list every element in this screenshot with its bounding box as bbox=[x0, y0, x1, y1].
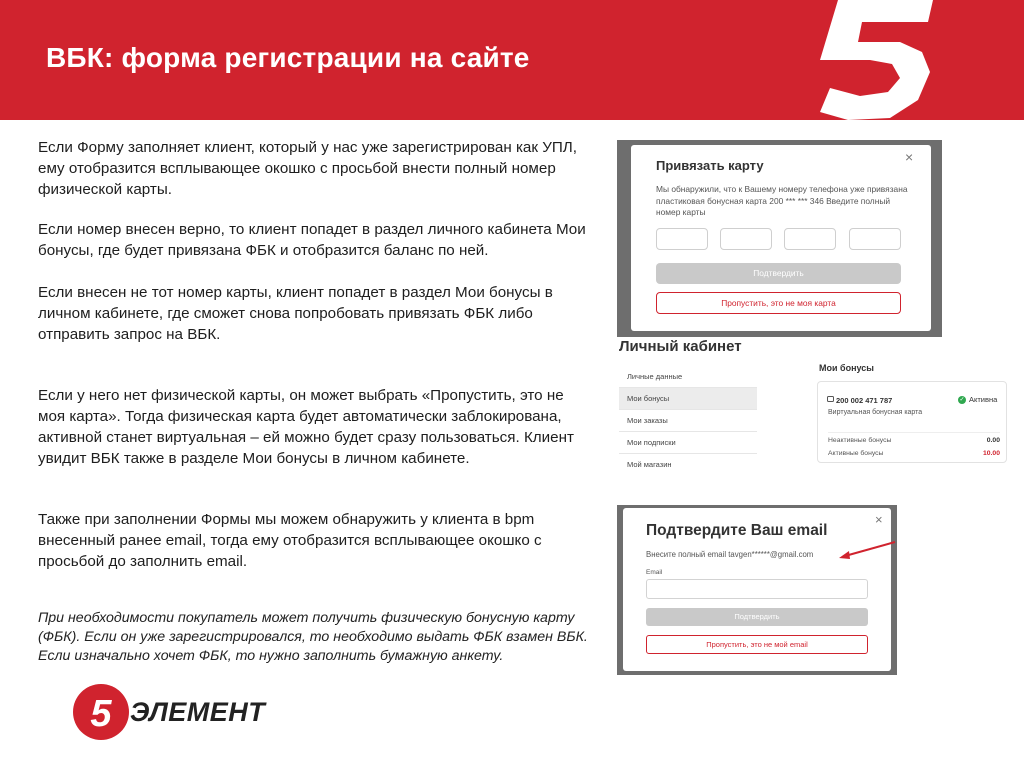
footer-logo bbox=[72, 683, 272, 743]
sidebar-item-personal-data[interactable]: Личные данные bbox=[619, 366, 757, 388]
logo-digit: 5 bbox=[90, 693, 112, 735]
status-text: Активна bbox=[969, 395, 998, 404]
sidebar-item-my-store[interactable]: Мой магазин bbox=[619, 454, 757, 473]
inactive-bonuses-row bbox=[828, 437, 1000, 444]
active-bonuses-value: 10.00 bbox=[982, 450, 1000, 457]
header-banner bbox=[0, 0, 1024, 120]
status-badge bbox=[958, 395, 997, 404]
confirm-email-description: Внесите полный email tavgen******@gmail.com bbox=[646, 550, 814, 559]
bind-card-description: Мы обнаружили, что к Вашему номеру телефона уже привязана пластиковая бонусная карта 200 *** *** 346 Введите полный номер карты bbox=[656, 184, 908, 217]
inactive-bonuses-label: Неактивные бонусы bbox=[828, 437, 892, 444]
bonuses-section-title: Мои бонусы bbox=[819, 363, 874, 373]
bind-card-modal bbox=[631, 145, 931, 331]
footer-logo-text: ЭЛЕМЕНТ bbox=[130, 697, 266, 727]
personal-cabinet-screenshot bbox=[617, 338, 1012, 473]
card-digits-input-4[interactable] bbox=[849, 228, 901, 250]
email-field[interactable] bbox=[646, 579, 868, 599]
page-title: ВБК: форма регистрации на сайте bbox=[46, 42, 530, 73]
bind-card-screenshot bbox=[617, 140, 942, 337]
red-arrow-icon bbox=[835, 540, 897, 562]
sidebar-item-my-orders[interactable]: Мои заказы bbox=[619, 410, 757, 432]
email-field-label: Email bbox=[646, 569, 663, 576]
sidebar-item-my-bonuses[interactable]: Мои бонусы bbox=[619, 388, 757, 410]
active-bonuses-row bbox=[828, 450, 1000, 457]
cabinet-sidebar bbox=[619, 366, 757, 473]
skip-not-my-email-button[interactable]: Пропустить, это не мой email bbox=[646, 635, 868, 654]
card-digits-input-3[interactable] bbox=[784, 228, 836, 250]
bonus-card bbox=[817, 381, 1007, 463]
paragraph-correct-number: Если номер внесен верно, то клиент попадет в раздел личного кабинета Мои бонусы, где будет привязана ФБК и отобразится баланс по ней. bbox=[38, 221, 586, 259]
cabinet-title: Личный кабинет bbox=[619, 338, 742, 355]
skip-not-my-card-button[interactable]: Пропустить, это не моя карта bbox=[656, 292, 901, 314]
five-logo-icon bbox=[800, 0, 950, 120]
active-bonuses-label: Активные бонусы bbox=[828, 450, 884, 457]
paragraph-no-physical-card: Если у него нет физической карты, он может выбрать «Пропустить, это не моя карта». Тогда физическая карта будет автоматически заблокирована, активной станет виртуальная – ей можно будет сразу пользоваться. Клиент увидит ВБК также в разделе Мои бонусы в личном кабинете. bbox=[38, 387, 574, 467]
close-icon[interactable]: × bbox=[875, 512, 883, 527]
card-type: Виртуальная бонусная карта bbox=[828, 409, 923, 416]
confirm-email-title: Подтвердите Ваш email bbox=[646, 522, 828, 539]
check-icon: ✓ bbox=[959, 397, 965, 404]
card-divider bbox=[828, 432, 1000, 433]
confirm-email-modal bbox=[623, 508, 891, 671]
sidebar-item-my-subscriptions[interactable]: Мои подписки bbox=[619, 432, 757, 454]
card-digits-input-1[interactable] bbox=[656, 228, 708, 250]
inactive-bonuses-value: 0.00 bbox=[986, 437, 1000, 444]
paragraph-registered-client: Если Форму заполняет клиент, который у нас уже зарегистрирован как УПЛ, ему отобразится всплывающее окошко с просьбой внести полный номер физической карты. bbox=[38, 139, 577, 198]
confirm-button[interactable]: Подтвердить bbox=[656, 263, 901, 284]
card-number: 200 002 471 787 bbox=[836, 396, 893, 405]
card-icon bbox=[827, 396, 834, 402]
bind-card-title: Привязать карту bbox=[656, 158, 764, 173]
confirm-email-screenshot bbox=[617, 505, 897, 675]
paragraph-email-found: Также при заполнении Формы мы можем обнаружить у клиента в bpm внесенный ранее email, тогда ему отобразится всплывающее окошко с просьбой до заполнить email. bbox=[38, 511, 542, 570]
paragraph-wrong-number: Если внесен не тот номер карты, клиент попадет в раздел Мои бонусы в личном кабинете, где сможет снова попробовать привязать ФБК либо отправить запрос на ВБК. bbox=[38, 284, 553, 343]
five-element-logo-icon bbox=[72, 683, 130, 741]
card-digits-input-2[interactable] bbox=[720, 228, 772, 250]
confirm-email-button[interactable]: Подтвердить bbox=[646, 608, 868, 626]
close-icon[interactable]: × bbox=[905, 149, 914, 165]
note-physical-card: При необходимости покупатель может получить физическую бонусную карту (ФБК). Если он уже зарегистрировался, то необходимо выдать ФБК взамен ВБК. Если изначально хочет ФБК, то нужно заполнить бумажную анкету. bbox=[38, 610, 588, 664]
